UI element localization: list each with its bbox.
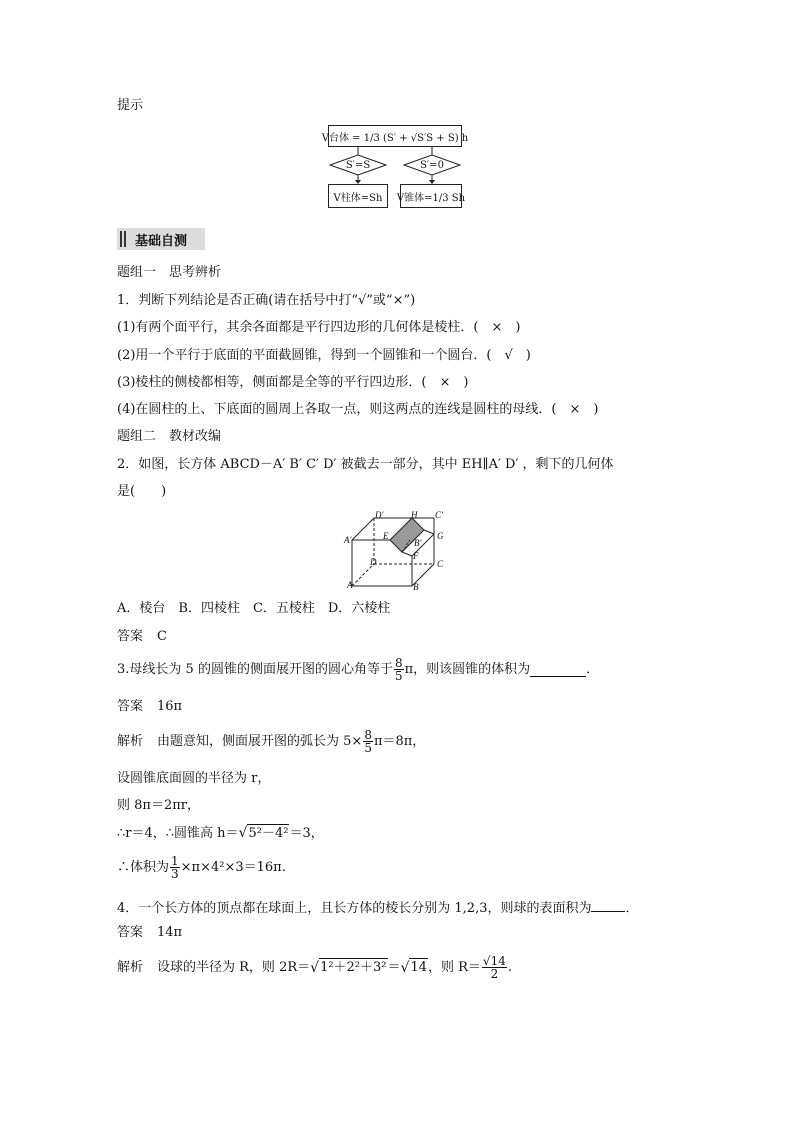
- fig-label-B: B: [413, 582, 419, 592]
- q3-line4-b: ＝3，: [289, 826, 324, 841]
- hint-label: 提示: [117, 98, 144, 113]
- volume-flowchart: [321, 125, 469, 210]
- q3-line1-fraction: [363, 729, 373, 754]
- q3-stem-suffix: π，则该圆锥的体积为: [404, 661, 531, 677]
- q3-analysis-label: 解析: [117, 733, 144, 749]
- section-header-stripes-icon: [120, 231, 128, 247]
- flow-diamond-left: [342, 159, 374, 171]
- q3-stem-prefix: 3.母线长为 5 的圆锥的侧面展开图的圆心角等于: [117, 661, 393, 677]
- cuboid-figure: [342, 508, 454, 592]
- q4-answer-row: [117, 924, 182, 942]
- q3-line1-frac-den: 5: [364, 741, 372, 755]
- fig-label-D1: D′: [375, 510, 384, 520]
- q1-item-3: (3)棱柱的侧棱都相等，侧面都是全等的平行四边形．( × ): [117, 375, 469, 390]
- sqrt-icon: √: [238, 825, 248, 841]
- q1-item-4: (4)在圆柱的上、下底面的圆周上各取一点，则这两点的连线是圆柱的母线．( × ): [117, 402, 599, 417]
- q4-line1-frac-den: 2: [490, 967, 499, 981]
- q2-answer: C: [157, 629, 167, 644]
- q3-frac-num: 8: [394, 656, 403, 670]
- q3-answer-blank: [530, 662, 586, 677]
- q3-line5-b: ×π×4²×3＝16π.: [180, 859, 286, 875]
- q3-answer-row: [117, 698, 182, 716]
- fig-label-D: D: [370, 557, 377, 567]
- q3-line5-frac-den: 3: [171, 867, 179, 881]
- q4-line1-end: .: [507, 959, 512, 975]
- fig-label-A: A: [347, 580, 353, 590]
- flow-diamond-left-text: S′=S: [345, 159, 371, 171]
- fig-label-C1: C′: [435, 510, 443, 520]
- q4-stem-end: ．: [625, 901, 639, 916]
- flow-box-right: [396, 184, 466, 208]
- group1-title: 题组一 思考辨析: [117, 265, 222, 280]
- flow-box-left-text: V柱体=Sh: [333, 192, 383, 204]
- q3-line4-a: ∴r＝4，∴圆锥高 h＝: [117, 826, 239, 841]
- q4-analysis-label: 解析: [117, 959, 144, 975]
- q3-answer-label: 答案: [117, 699, 144, 714]
- q4-line1-radicand: 1²＋2²＋3²: [320, 960, 387, 975]
- q4-stem: [117, 897, 639, 918]
- flow-diamond-right-text: S′=0: [420, 159, 444, 171]
- q3-line1-b: π＝8π，: [373, 733, 426, 749]
- q4-line1-a: 设球的半径为 R，则 2R＝: [157, 959, 311, 975]
- q3-analysis-line3: 则 8π＝2πr，: [117, 798, 200, 813]
- fig-label-C: C: [437, 559, 444, 569]
- q1-item-2: (2)用一个平行于底面的平面截圆锥，得到一个圆锥和一个圆台．( √ ): [117, 348, 531, 363]
- fig-label-E: E: [383, 531, 389, 541]
- q2-answer-label: 答案: [117, 629, 144, 644]
- q4-answer-label: 答案: [117, 925, 144, 940]
- q1-stem: 1．判断下列结论是否正确(请在括号中打“√”或“×”): [117, 293, 416, 308]
- q3-line5-frac-num: 1: [171, 854, 179, 868]
- sqrt-icon: √: [400, 959, 410, 976]
- fig-label-A1: A′: [344, 535, 352, 545]
- q4-line1-frac-num: √14: [482, 954, 506, 968]
- q2-options: A．棱台 B．四棱柱 C．五棱柱 D．六棱柱: [117, 601, 391, 616]
- q3-line5-a: ∴体积为: [117, 859, 170, 875]
- q3-line5-fraction: [170, 855, 180, 880]
- flow-top-formula: [321, 125, 469, 147]
- flow-top-formula-text: V台体 = 1/3 (S′ + √S′S + S) h: [321, 132, 469, 144]
- q3-answer: 16π: [157, 699, 183, 714]
- flow-diamond-right: [416, 159, 448, 171]
- sqrt-icon: √: [310, 959, 320, 976]
- q2-answer-row: [117, 628, 167, 646]
- q1-item-1: (1)有两个面平行，其余各面都是平行四边形的几何体是棱柱．( × ): [117, 320, 521, 335]
- q3-analysis-line1: [117, 729, 425, 754]
- fig-label-F: F: [413, 551, 419, 561]
- flow-box-right-text: V锥体=1/3 Sh: [396, 192, 466, 204]
- group2-title: 题组二 教材改编: [117, 429, 222, 444]
- fig-label-B1: B′: [414, 538, 422, 548]
- fig-label-G: G: [437, 531, 444, 541]
- section-header: [117, 228, 205, 250]
- q2-stem-line1: 2．如图，长方体 ABCD－A′ B′ C′ D′ 被截去一部分，其中 EH∥A′ D′ ，剩下的几何体: [117, 457, 614, 472]
- flow-box-left: [328, 184, 388, 208]
- q3-line1-a: 由题意知，侧面展开图的弧长为 5×: [157, 733, 363, 749]
- q4-line1-radicand2: 14: [410, 960, 427, 975]
- q3-analysis-line2: 设圆锥底面圆的半径为 r，: [117, 771, 271, 786]
- q4-answer-blank: [591, 897, 625, 912]
- q3-stem: [117, 657, 599, 682]
- fig-label-H: H: [411, 510, 418, 520]
- q3-frac-den: 5: [394, 669, 403, 683]
- q4-line1-c: ，则 R＝: [428, 959, 481, 975]
- q3-stem-fraction: [394, 657, 404, 682]
- q2-stem-line2: 是( ): [117, 484, 167, 499]
- q4-analysis-line1: [117, 955, 512, 980]
- q4-stem-text: 4．一个长方体的顶点都在球面上，且长方体的棱长分别为 1,2,3，则球的表面积为: [117, 901, 592, 916]
- q3-line1-frac-num: 8: [364, 728, 372, 742]
- q3-stem-end: ．: [586, 661, 600, 677]
- section-title: 基础自测: [135, 234, 188, 249]
- q3-analysis-line5: [117, 855, 286, 880]
- q4-answer: 14π: [157, 925, 183, 940]
- q4-line1-b: ＝: [387, 959, 401, 975]
- q3-analysis-line4: [117, 824, 324, 843]
- q3-line4-radicand: 5²－4²: [248, 826, 289, 841]
- q4-line1-fraction: [482, 955, 507, 980]
